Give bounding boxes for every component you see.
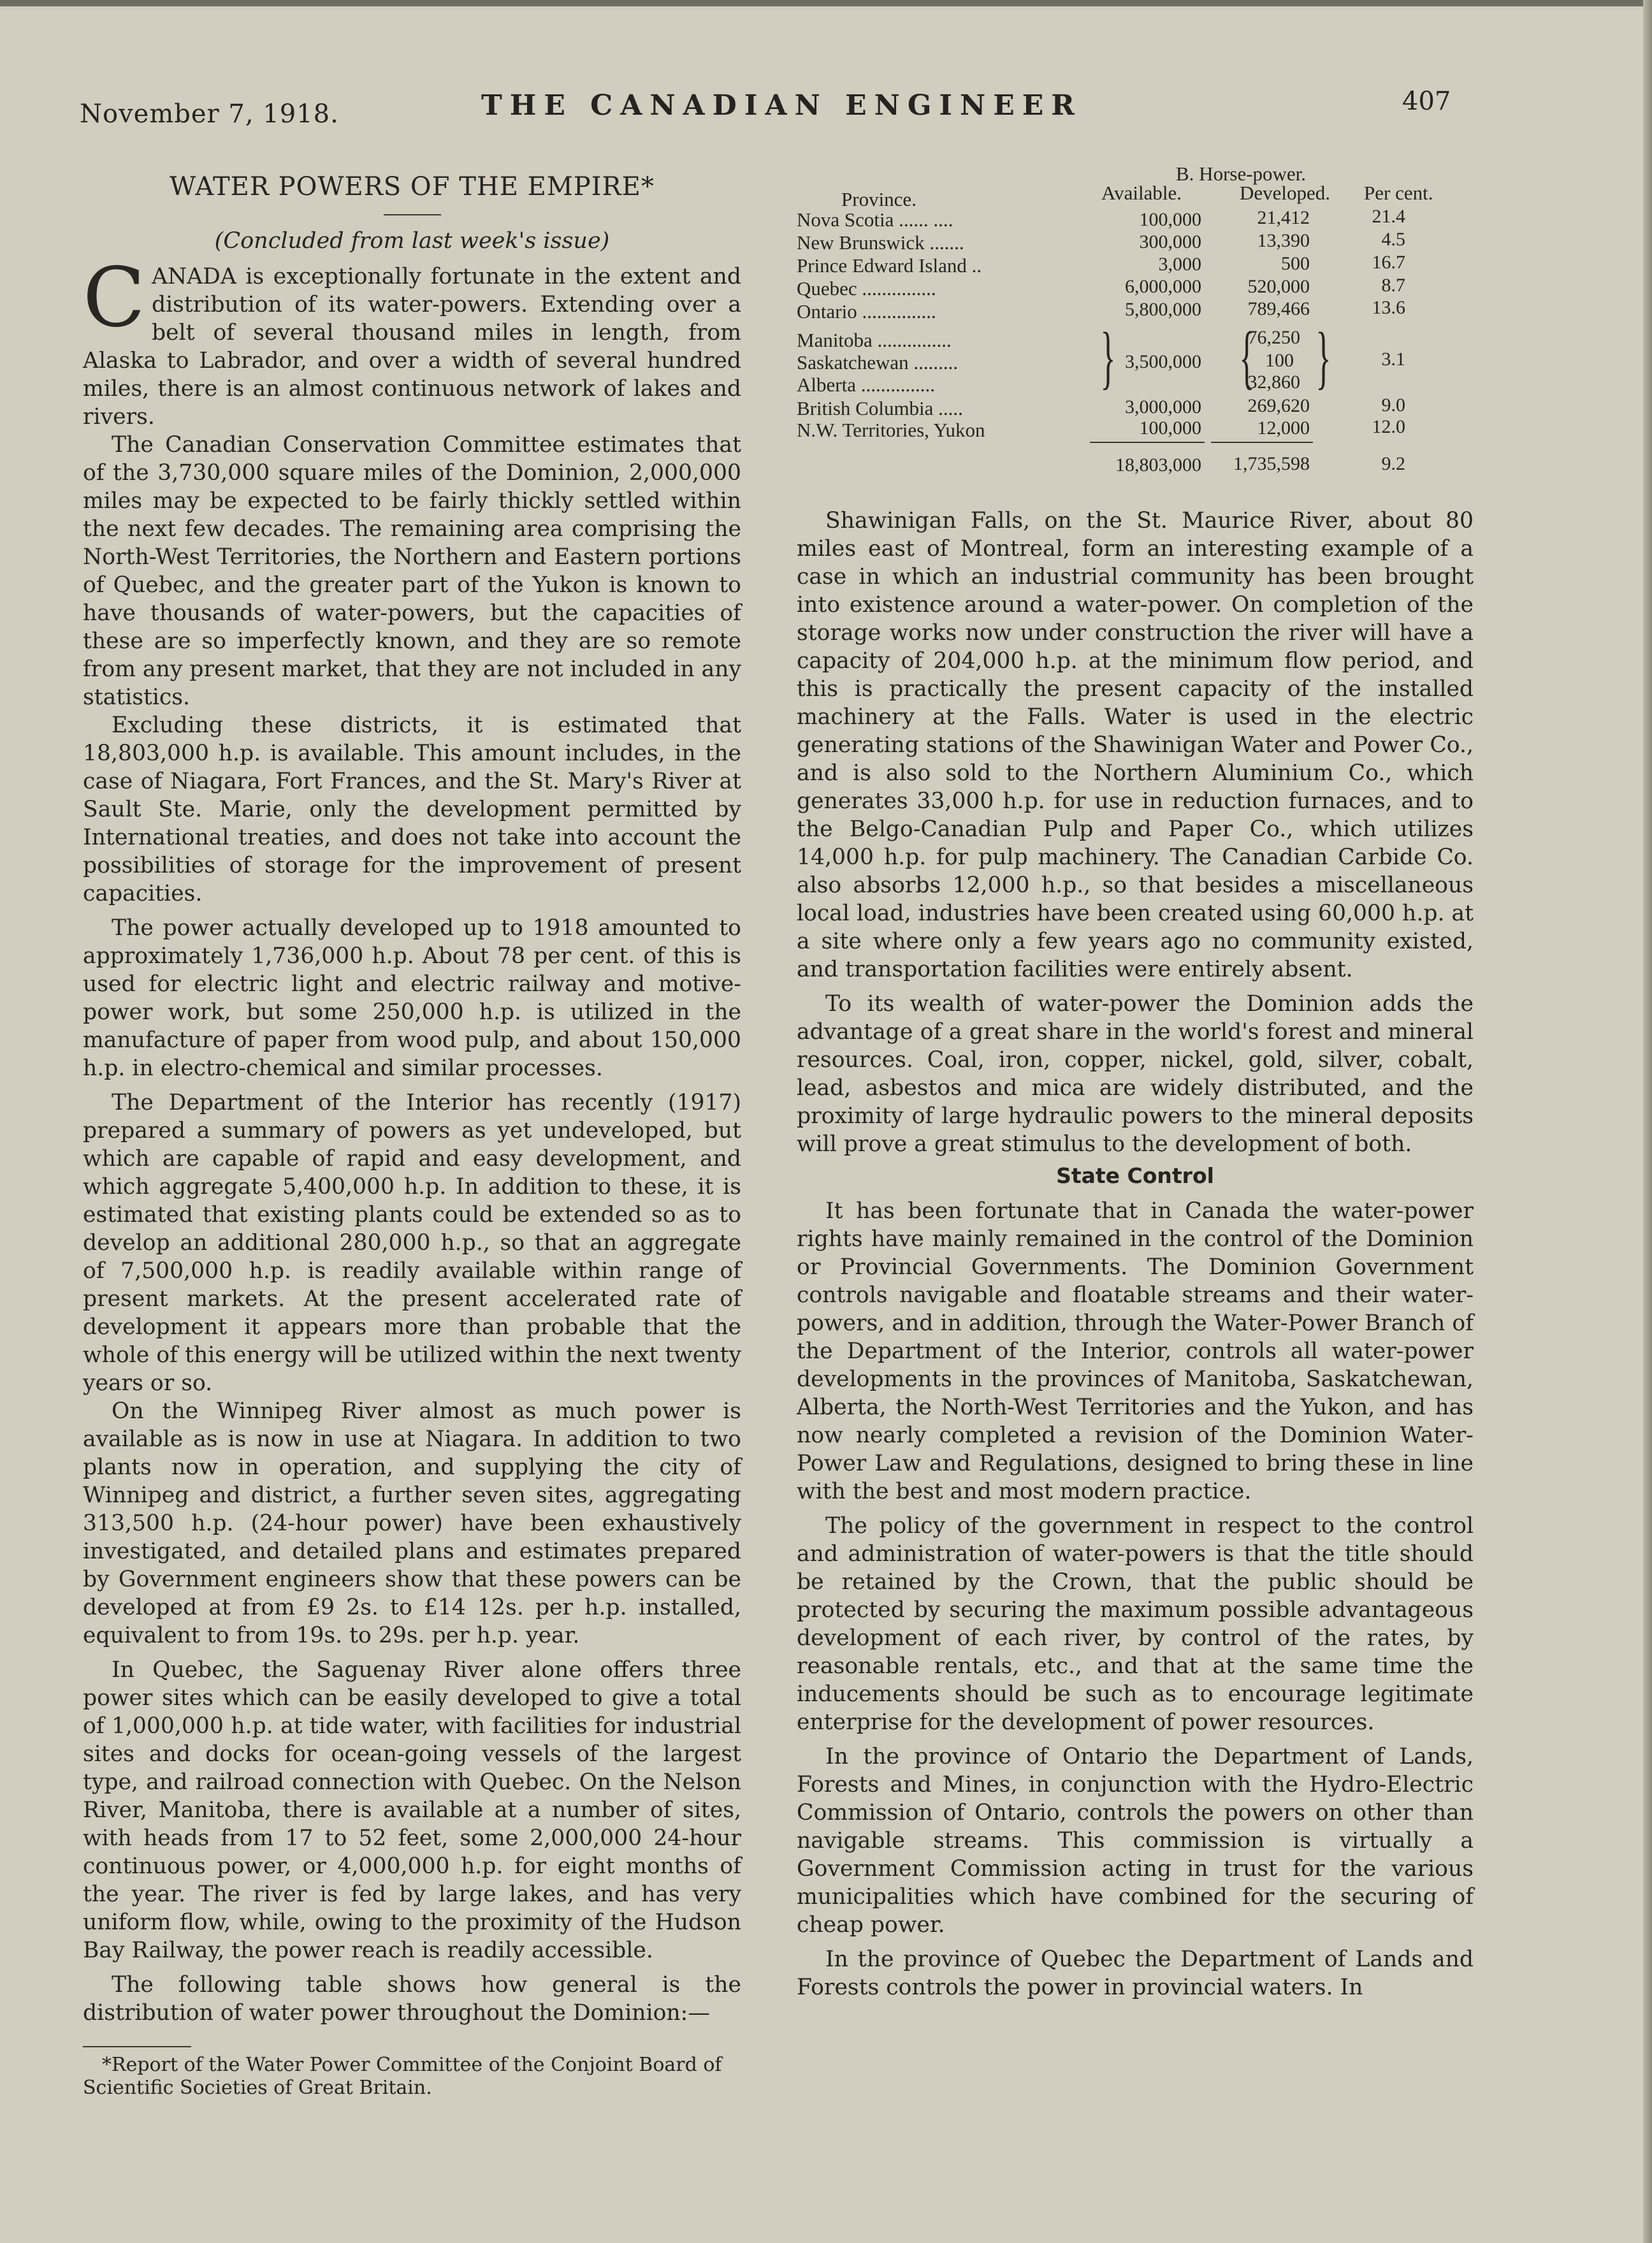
paragraph-quebec-saguenay: In Quebec, the Saguenay River alone offers three power sites which can be easily developed to give a total of 1,000,000 h.p. at tide water, with facilities for industrial sites and docks for ocean-going vessels of the largest type, and railroad connection with Quebec. On the Nelson River, Manitoba, there is available at a number of sites, with heads from 17 to 52 feet, some 2,000,000 24-hour continuous power, or 4,000,000 h.p. for eight months of the year. The river is fed by large lakes, and has very uniform flow, while, owing to the proximity of the Hudson Bay Railway, the power reach is readily accessible. (83, 1657, 741, 1963)
section-heading-state-control: State Control (1056, 1163, 1214, 1188)
table-row-available: 3,000,000 (1125, 396, 1201, 417)
table-row-province: Quebec ............... (797, 277, 936, 300)
horsepower-table (797, 163, 1474, 494)
table-row-province: New Brunswick ....... (797, 231, 964, 254)
table-row-developed: 500 (1281, 253, 1310, 274)
paragraph-winnipeg-river: On the Winnipeg River almost as much power is available as is now in use at Niagara. In addition to two plants now in operation, and supplying the city of Winnipeg and district, a further seven sites, aggregating 313,500 h.p. (24-hour power) have been exhaustively investigated, and detailed plans and estimates prepared by Government engineers show that these powers can be developed at from £9 2s. to £14 12s. per h.p. installed, equivalent to from 19s. to 29s. per h.p. year. (83, 1398, 741, 1648)
table-row-province: Saskatchewan ......... (797, 351, 959, 374)
journal-title: THE CANADIAN ENGINEER (481, 89, 1082, 122)
table-row-available: 6,000,000 (1125, 276, 1201, 297)
page-number: 407 (1402, 87, 1451, 116)
table-row-available: 5,800,000 (1125, 299, 1201, 320)
group-available: 3,500,000 (1125, 351, 1201, 372)
issue-date: November 7, 1918. (80, 99, 339, 129)
table-row-available: 100,000 (1139, 417, 1201, 439)
paragraph-shawinigan: Shawinigan Falls, on the St. Maurice River, about 80 miles east of Montreal, form an interesting example of a case in which an industrial community has been brought into existence around a water-power. On completion of the storage works now under construction the river will have a capacity of 204,000 h.p. at the minimum flow period, and this is practically the present capacity of the installed machinery at the Falls. Water is used in the electric generating stations of the Shawinigan Water and Power Co., and is also sold to the Northern Aluminium Co., which generates 33,000 h.p. for use in reduction furnaces, and to the Belgo-Canadian Pulp and Paper Co., which utilizes 14,000 h.p. for pulp machinery. The Canadian Carbide Co. also absorbs 12,000 h.p., so that besides a miscellaneous local load, industries have been created using 60,000 h.p. at a site where only a few years ago no community existed, and transportation facilities were entirely absent. (797, 508, 1474, 982)
table-row-percent: 12.0 (1372, 416, 1405, 437)
header-available: Available. (1101, 182, 1182, 204)
table-row-developed: 21,412 (1257, 207, 1310, 228)
table-row-percent: 16.7 (1372, 252, 1405, 273)
paragraph-power-developed: The power actually developed up to 1918 amounted to approximately 1,736,000 h.p. About 78 per cent. of this is used for electric light and electric railway and motive-power work, but some 250,000 h.p. is utilized in the manufacture of paper from wood pulp, and about 150,000 h.p. in electro-chemical and similar processes. (83, 915, 741, 1081)
table-row-province: Nova Scotia ...... .... (797, 208, 953, 231)
article-subtitle: (Concluded from last week's issue) (214, 228, 610, 254)
intro-text: ANADA is exceptionally fortunate in the extent and distribution of its water-powers. Extending over a belt of several thousand miles in length, from Alaska to Labrador, and over a width of several hundred miles, there is an almost continuous network of lakes and rivers. (83, 264, 741, 430)
table-row-available: 3,000 (1158, 254, 1201, 275)
group-brace-close: } (1315, 318, 1331, 396)
footnote: *Report of the Water Power Committee of the Conjoint Board of Scientific Societies of Great Britain. (83, 2054, 722, 2099)
header-percent: Per cent. (1364, 182, 1433, 204)
table-row-available: 100,000 (1139, 209, 1201, 230)
table-row-percent: 21.4 (1372, 206, 1405, 227)
total-available: 18,803,000 (1115, 454, 1201, 475)
header-developed: Developed. (1240, 182, 1331, 204)
paragraph-resources: To its wealth of water-power the Dominion adds the advantage of a great share in the world's forest and mineral resources. Coal, iron, copper, nickel, gold, silver, cobalt, lead, asbestos and mica are widely distributed, and the proximity of large hydraulic powers to the mineral deposits will prove a great stimulus to the development of both. (797, 991, 1474, 1157)
table-row-percent: 8.7 (1381, 275, 1405, 296)
totals-rule-developed (1211, 442, 1313, 443)
table-row-developed: 76,250 (1247, 327, 1300, 348)
table-row-percent: 13.6 (1372, 297, 1405, 318)
group-brace-left: } (1100, 318, 1116, 396)
table-row-developed: 100 (1265, 350, 1294, 371)
totals-rule-available (1090, 442, 1205, 443)
paragraph-excluding-districts: Excluding these districts, it is estimated that 18,803,000 h.p. is available. This amount includes, in the case of Niagara, Fort Frances, and the St. Mary's River at Sault Ste. Marie, only the development permitted by International treaties, and does not take into account the possibilities of storage for the improvement of present capacities. (83, 713, 741, 906)
page-binding-edge (1643, 0, 1652, 2243)
paragraph-ontario: In the province of Ontario the Department of Lands, Forests and Mines, in conjunction with the Hydro-Electric Commission of Ontario, controls the powers on other than navigable streams. This commission is virtually a Government Commission acting in trust for the various municipalities which have combined for the securing of cheap power. (797, 1744, 1474, 1938)
table-row-available: 300,000 (1139, 231, 1201, 252)
table-row-developed: 12,000 (1257, 417, 1310, 439)
table-row-percent: 9.0 (1381, 395, 1405, 416)
paragraph-government-policy: The policy of the government in respect to the control and administration of water-powers is that the title should be retained by the Crown, that the public should be protected by securing the maximum possible advantageous development of each river, by control of the rates, by reasonable rentals, etc., and that at the same time the inducements should be such as to encourage legitimate enterprise for the development of power resources. (797, 1513, 1474, 1735)
paragraph-control-rights: It has been fortunate that in Canada the water-power rights have mainly remained in the control of the Dominion or Provincial Governments. The Dominion Government controls navigable and floatable streams and their water-powers, and in addition, through the Water-Power Branch of the Department of the Interior, controls all water-power developments in the provinces of Manitoba, Saskatchewan, Alberta, the North-West Territories and the Yukon, and has now nearly completed a revision of the Dominion Water-Power Law and Regulations, designed to bring these in line with the best and most modern practice. (797, 1198, 1474, 1504)
table-row-developed: 789,466 (1247, 298, 1310, 319)
table-row-province: Prince Edward Island .. (797, 254, 982, 277)
article-title: WATER POWERS OF THE EMPIRE* (170, 172, 655, 201)
table-row-province: N.W. Territories, Yukon (797, 419, 985, 441)
table-row-percent: 4.5 (1381, 229, 1405, 250)
right-column (797, 163, 1474, 2001)
running-head (0, 89, 1652, 134)
table-section-label: B. Horse-power. (1176, 163, 1307, 185)
table-row-province: Alberta ............... (797, 374, 935, 396)
group-brace-open: { (1239, 318, 1255, 396)
header-province: Province. (841, 188, 917, 210)
table-row-developed: 13,390 (1257, 230, 1310, 251)
title-rule (384, 214, 441, 215)
table-row-province: British Columbia ..... (797, 397, 963, 419)
table-row-province: Ontario ............... (797, 300, 936, 323)
paragraph-conservation: The Canadian Conservation Committee estimates that of the 3,730,000 square miles of the Dominion, 2,000,000 miles may be expected to be fairly thickly settled within the next few decades. The remaining area comprising the North-West Territories, the Northern and Eastern portions of Quebec, and the greater part of the Yukon is known to have thousands of water-powers, but the capacities of these are so imperfectly known, and they are so remote from any present market, that they are not included in any statistics. (83, 432, 741, 710)
table-row-province: Manitoba ............... (797, 329, 952, 351)
table-row-developed: 269,620 (1247, 395, 1310, 416)
footnote-rule (83, 2046, 191, 2047)
paragraph-department-interior: The Department of the Interior has recently (1917) prepared a summary of powers as yet undeveloped, but which are capable of rapid and easy development, and which aggregate 5,400,000 h.p. In addition to these, it is estimated that existing plants could be extended so as to develop an additional 280,000 h.p., so that an aggregate of 7,500,000 h.p. is readily available within range of present markets. At the present accelerated rate of development it appears more than probable that the whole of this energy will be utilized within the next twenty years or so. (83, 1090, 741, 1396)
drop-cap: C (83, 250, 145, 345)
group-percent: 3.1 (1381, 349, 1405, 370)
left-column (83, 172, 741, 2100)
page-top-edge (0, 0, 1652, 6)
total-developed: 1,735,598 (1233, 453, 1310, 474)
table-row-developed: 32,860 (1247, 372, 1300, 393)
table-row-developed: 520,000 (1247, 276, 1310, 297)
paragraph-table-intro: The following table shows how general is the distribution of water power throughout the Dominion:— (83, 1972, 741, 2026)
intro-paragraph (83, 250, 741, 431)
paragraph-quebec-lands: In the province of Quebec the Department of Lands and Forests controls the power in provincial waters. In (797, 1947, 1474, 2000)
total-percent: 9.2 (1381, 453, 1405, 474)
